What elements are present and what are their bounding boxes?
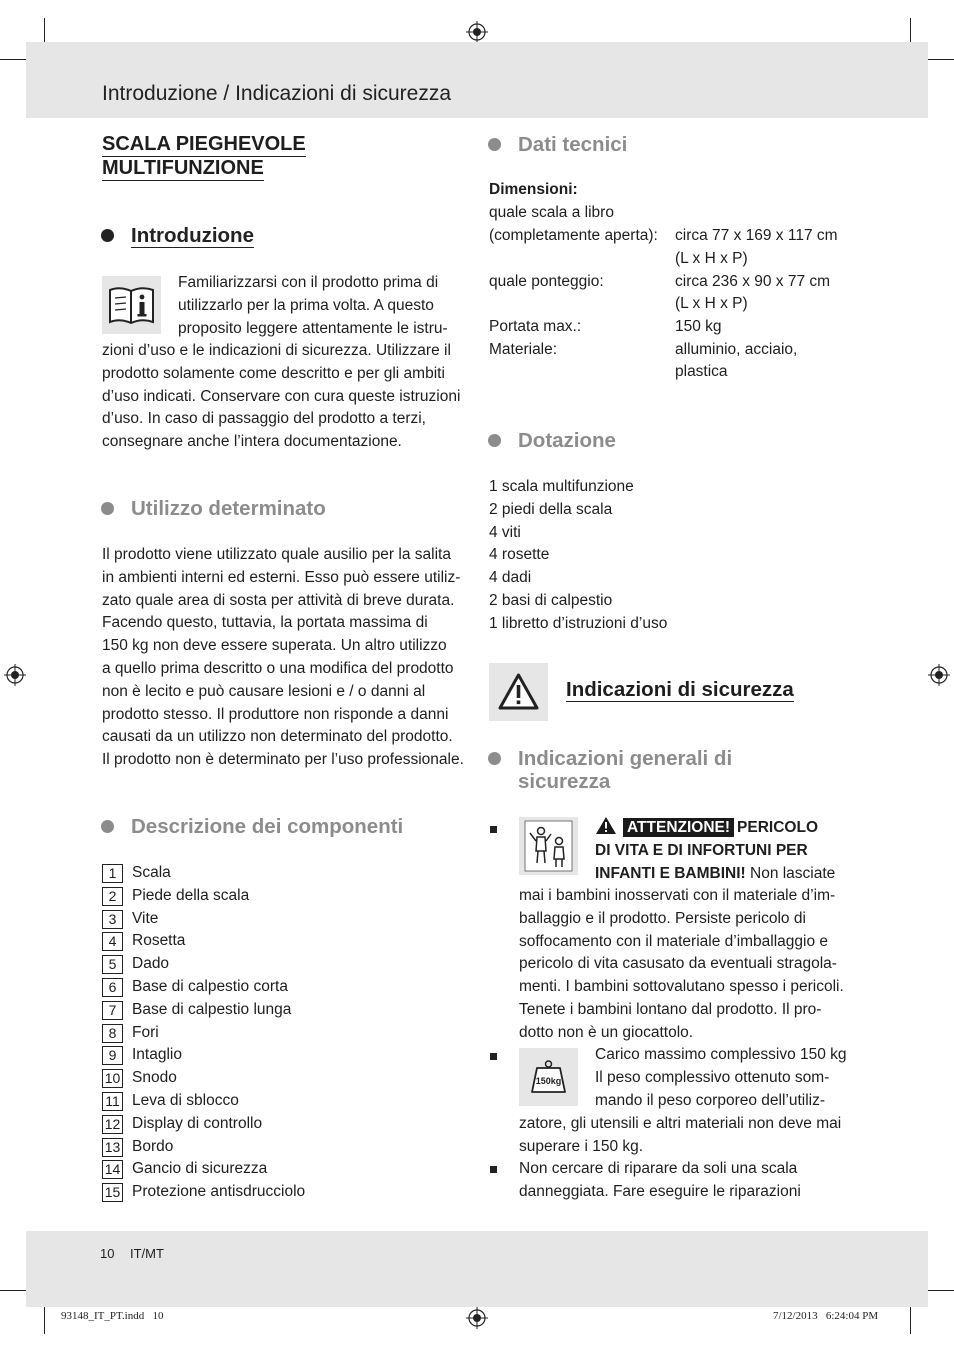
component-number: 8: [102, 1024, 123, 1043]
component-number: 5: [102, 955, 123, 974]
heading-text: Introduzione: [131, 224, 254, 247]
utilizzo-line: Il prodotto non è determinato per l’uso professionale.: [102, 751, 464, 769]
utilizzo-line: in ambienti interni ed esterni. Esso può essere utiliz-: [102, 568, 461, 586]
component-label: Fori: [132, 1023, 159, 1041]
attention-text: Non lasciate: [750, 864, 836, 882]
intro-line: utilizzarlo per la prima volta. A questo: [178, 296, 434, 314]
weight-icon-label: 150kg: [535, 1076, 562, 1086]
intro-line: consegnare anche l’intera documentazione.: [102, 433, 402, 451]
aperta-label: (completamente aperta):: [489, 227, 658, 244]
attention-text-line: mai i bambini inosservati con il materiale d’im-: [519, 887, 836, 904]
crop-mark: [910, 1306, 911, 1334]
component-label: Bordo: [132, 1137, 174, 1155]
attention-bold-text: PERICOLO: [737, 819, 818, 836]
bullet-dot-icon: [488, 752, 501, 765]
component-number: 6: [102, 978, 123, 997]
crop-mark: [924, 59, 954, 60]
supply-item: 1 scala multifunzione: [489, 478, 634, 495]
bullet-dot-icon: [488, 138, 501, 151]
bullet-dot-icon: [101, 502, 114, 515]
component-number: 15: [102, 1183, 123, 1202]
utilizzo-line: zato quale area di sosta per attività di breve durata.: [102, 591, 455, 609]
component-label: Leva di sblocco: [132, 1091, 239, 1109]
component-number: 7: [102, 1001, 123, 1020]
utilizzo-paragraph: [102, 544, 464, 772]
language-code: IT/MT: [130, 1246, 164, 1261]
ponteggio-value-unit: (L x H x P): [675, 295, 748, 312]
registration-mark-icon: [466, 1307, 488, 1329]
bullet-square-icon: [490, 826, 497, 833]
crop-mark: [44, 1306, 45, 1334]
registration-mark-icon: [4, 664, 26, 686]
supply-item: 2 piedi della scala: [489, 500, 613, 518]
component-number: 14: [102, 1160, 123, 1179]
bullet-dot-icon: [101, 820, 114, 833]
component-number: 12: [102, 1115, 123, 1134]
portata-label: Portata max.:: [489, 318, 582, 335]
component-number: 2: [102, 887, 123, 906]
intro-paragraph-wrapped: [178, 272, 448, 340]
children-danger-icon: [519, 817, 578, 875]
component-label: Protezione antisdrucciolo: [132, 1183, 306, 1201]
attention-text-line: menti. I bambini sottovalutano spesso i pericoli.: [519, 978, 844, 996]
component-number: 10: [102, 1069, 123, 1088]
registration-mark-icon: [928, 664, 950, 686]
document-title-line2: MULTIFUNZIONE: [102, 157, 264, 179]
utilizzo-line: causati da un utilizzo non determinato del prodotto.: [102, 728, 453, 746]
load-text-line: Carico massimo complessivo 150 kg: [595, 1046, 847, 1063]
bullet-square-icon: [490, 1166, 497, 1173]
heading-sicurezza: Indicazioni di sicurezza: [566, 678, 794, 701]
heading-line: sicurezza: [518, 770, 611, 793]
heading-line: Indicazioni generali di: [518, 747, 733, 770]
load-text-line: zatore, gli utensili e altri materiali non deve mai: [519, 1115, 842, 1132]
heading-text: [518, 747, 732, 793]
utilizzo-line: prodotto stesso. Il produttore non risponde a danni: [102, 705, 449, 723]
libro-label: quale scala a libro: [489, 204, 614, 221]
component-number: 3: [102, 910, 123, 929]
repair-paragraph: [519, 1158, 801, 1204]
print-timestamp: 7/12/2013 6:24:04 PM: [773, 1310, 879, 1322]
heading-text: Dotazione: [518, 429, 616, 452]
heading-text: Descrizione dei componenti: [131, 815, 404, 838]
supply-item: 4 rosette: [489, 546, 550, 564]
portata-value: 150 kg: [675, 318, 722, 335]
component-label: Intaglio: [132, 1046, 182, 1064]
component-label: Vite: [132, 909, 159, 927]
component-label: Snodo: [132, 1069, 177, 1087]
component-number: 9: [102, 1046, 123, 1065]
utilizzo-line: a quello prima descritto o una modifica del prodotto: [102, 659, 454, 677]
utilizzo-line: 150 kg non deve essere superata. Un altro utilizzo: [102, 637, 447, 655]
component-label: Dado: [132, 955, 170, 973]
supply-item: 2 basi di calpestio: [489, 591, 613, 609]
intro-line: d’uso indicati. Conservare con cura queste istruzioni: [102, 387, 461, 405]
load-paragraph: [519, 1113, 841, 1159]
intro-paragraph: [102, 340, 460, 454]
attention-paragraph: [519, 885, 844, 1045]
warning-small-icon: [595, 816, 617, 835]
attention-text-line: dotto non è un giocattolo.: [519, 1023, 694, 1041]
repair-text-line: Non cercare di riparare da soli una scala: [519, 1160, 798, 1177]
header-band: [26, 42, 928, 118]
registration-mark-icon: [466, 21, 488, 43]
document-title: [102, 133, 306, 181]
attention-line: [595, 816, 835, 840]
attention-heading-block: [595, 816, 835, 885]
page-header-title: Introduzione / Indicazioni di sicurezza: [102, 82, 452, 105]
component-label: Base di calpestio lunga: [132, 1000, 292, 1018]
intro-line: zioni d’uso e le indicazioni di sicurezza. Utilizzare il: [102, 342, 451, 359]
utilizzo-line: Il prodotto viene utilizzato quale ausilio per la salita: [102, 546, 451, 563]
heading-text: Dati tecnici: [518, 133, 628, 156]
component-label: Rosetta: [132, 932, 186, 950]
utilizzo-line: non è lecito e può causare lesioni e / o danni al: [102, 682, 426, 700]
component-number: 11: [102, 1092, 123, 1111]
materiale-value: alluminio, acciaio,: [675, 341, 798, 358]
supply-item: 4 dadi: [489, 569, 532, 587]
load-text-line: mando il peso corporeo dell’utiliz-: [595, 1091, 826, 1109]
attention-badge: ATTENZIONE!: [623, 818, 734, 837]
attention-bold-text: DI VITA E DI INFORTUNI PER: [595, 841, 808, 859]
attention-bold-text: INFANTI E BAMBINI!: [595, 864, 746, 882]
component-number: 1: [102, 864, 123, 883]
component-label: Scala: [132, 864, 171, 881]
attention-text-line: Tenete i bambini lontano dal prodotto. Il pro-: [519, 1000, 822, 1018]
intro-line: d’uso. In caso di passaggio del prodotto a terzi,: [102, 410, 426, 428]
aperta-value-unit: (L x H x P): [675, 250, 748, 267]
bullet-dot-icon: [488, 434, 501, 447]
heading-text: Utilizzo determinato: [131, 497, 326, 520]
attention-line: [595, 863, 835, 886]
aperta-value: circa 77 x 169 x 117 cm: [675, 227, 838, 244]
materiale-label: Materiale:: [489, 341, 558, 358]
load-text-line: superare i 150 kg.: [519, 1137, 644, 1155]
info-book-icon: [102, 276, 161, 334]
page-number: 10: [100, 1246, 115, 1261]
component-number: 13: [102, 1138, 123, 1157]
bullet-dot-icon: [101, 229, 114, 242]
component-label: Display di controllo: [132, 1114, 263, 1132]
warning-triangle-icon: [489, 663, 548, 721]
intro-line: proposito leggere attentamente le istru-: [178, 319, 448, 337]
file-name: 93148_IT_PT.indd 10: [61, 1310, 164, 1322]
bullet-square-icon: [490, 1053, 497, 1060]
component-label: Gancio di sicurezza: [132, 1160, 268, 1178]
weight-150kg-icon: [519, 1048, 578, 1106]
ponteggio-label: quale ponteggio:: [489, 273, 604, 290]
component-number: 4: [102, 932, 123, 951]
supply-item: 4 viti: [489, 523, 521, 541]
load-paragraph-wrapped: [595, 1044, 847, 1112]
attention-text-line: ballaggio e il prodotto. Persiste pericolo di: [519, 909, 806, 927]
load-text-line: Il peso complessivo ottenuto som-: [595, 1068, 830, 1086]
supply-item: 1 libretto d’istruzioni d’uso: [489, 614, 668, 632]
intro-line: prodotto solamente come descritto e per gli ambiti: [102, 364, 445, 382]
footer-band: [26, 1231, 928, 1307]
dimensioni-label: Dimensioni:: [489, 181, 578, 198]
document-title-line1: SCALA PIEGHEVOLE: [102, 133, 306, 155]
intro-line: Familiarizzarsi con il prodotto prima di: [178, 274, 439, 291]
crop-mark: [924, 1290, 954, 1291]
attention-text-line: soffocamento con il materiale d’imballaggio e: [519, 932, 829, 950]
materiale-value-cont: plastica: [675, 363, 728, 380]
supply-list: [489, 476, 667, 636]
component-label: Piede della scala: [132, 886, 250, 904]
ponteggio-value: circa 236 x 90 x 77 cm: [675, 273, 831, 290]
attention-text-line: pericolo di vita casusato da eventuali stragola-: [519, 955, 837, 973]
component-label: Base di calpestio corta: [132, 977, 288, 995]
repair-text-line: danneggiata. Fare eseguire le riparazioni: [519, 1182, 801, 1200]
utilizzo-line: Facendo questo, tuttavia, la portata massima di: [102, 614, 428, 632]
